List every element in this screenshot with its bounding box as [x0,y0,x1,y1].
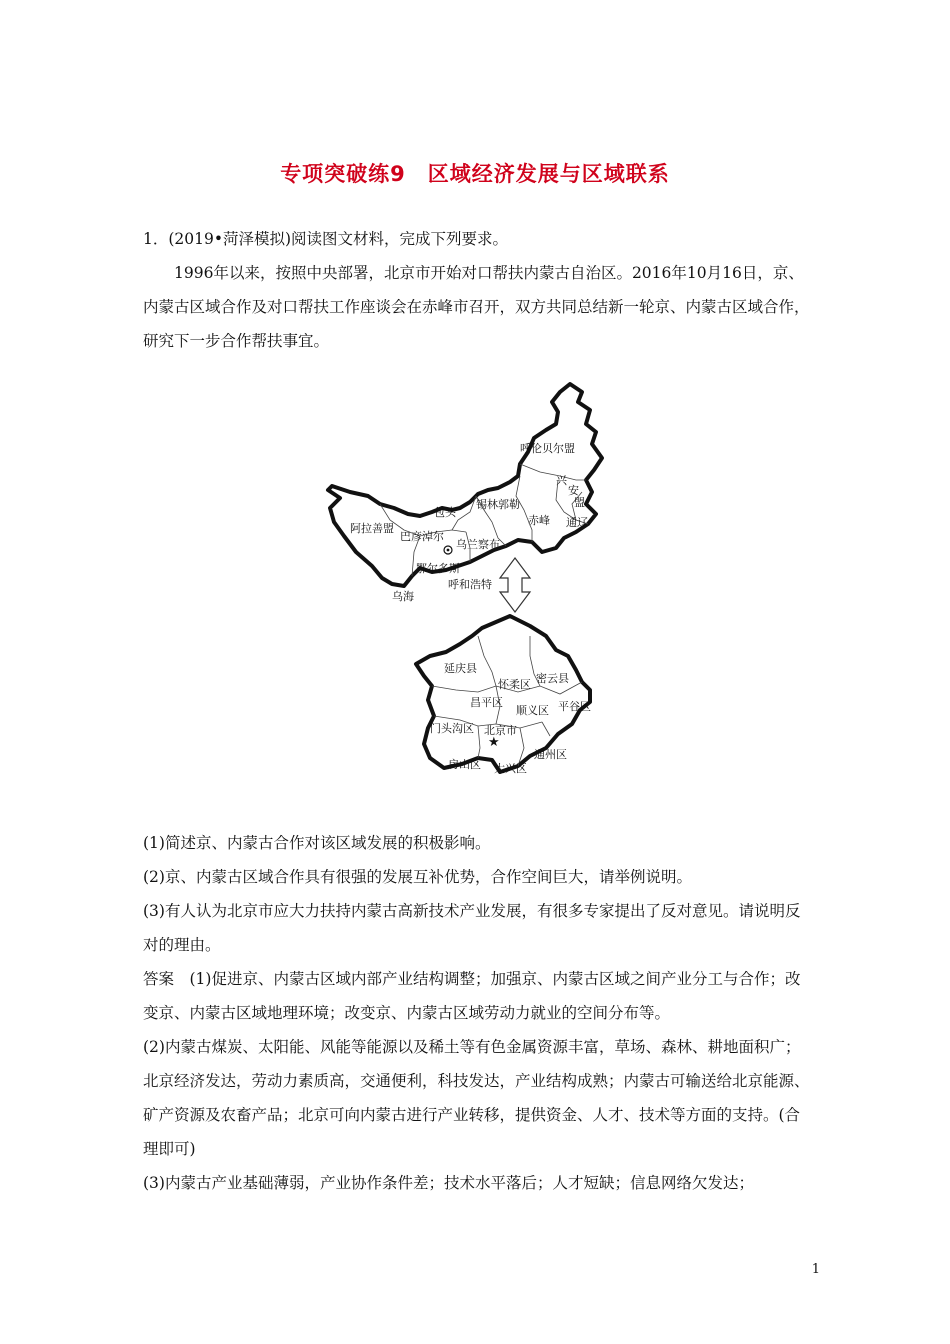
label-wuhai: 乌海 [392,590,414,603]
question-material: 1996年以来，按照中央部署，北京市开始对口帮扶内蒙古自治区。2016年10月16日，京、内蒙古区域合作及对口帮扶工作座谈会在赤峰市召开，双方共同总结新一轮京、内蒙古区域合作，研究下一步合作帮扶事宜。 [143,264,810,350]
label-beijing-city: 北京市 [484,724,517,737]
sub-question-3: (3)有人认为北京市应大力扶持内蒙古高新技术产业发展，有很多专家提出了反对意见。请说明反对的理由。 [143,902,801,954]
sub-question-1: (1)简述京、内蒙古合作对该区域发展的积极影响。 [143,834,491,852]
label-shunyi: 顺义区 [516,704,549,717]
label-tongliao: 通辽 [566,516,588,529]
label-yanqing: 延庆县 [444,662,477,675]
label-fangshan: 房山区 [448,758,481,771]
question-header: 1．(2019•菏泽模拟)阅读图文材料，完成下列要求。 [143,230,509,248]
label-huairou: 怀柔区 [498,678,531,691]
label-baotou: 包头 [434,506,456,519]
answer-2: (2)内蒙古煤炭、太阳能、风能等能源以及稀土等有色金属资源丰富，草场、森林、耕地面积广；北京经济发达，劳动力素质高，交通便利，科技发达，产业结构成熟；内蒙古可输送给北京能源、矿产资源及农畜产品；北京可向内蒙古进行产业转移，提供资金、人才、技术等方面的支持。(合理即可) [143,1038,810,1158]
label-hulunbuir: 呼伦贝尔盟 [520,442,575,455]
answer-1: 答案 (1)促进京、内蒙古区域内部产业结构调整；加强京、内蒙古区域之间产业分工与合作；改变京、内蒙古区域地理环境；改变京、内蒙古区域劳动力就业的空间分布等。 [143,970,801,1022]
label-tongzhou: 通州区 [534,748,567,761]
label-changping: 昌平区 [470,696,503,709]
label-ordos: 鄂尔多斯 [416,562,460,575]
label-bayannur: 巴彦淖尔 [400,530,444,543]
label-meng: 盟 [574,496,585,509]
label-xing: 兴 [556,474,567,487]
sub-question-2: (2)京、内蒙古区域合作具有很强的发展互补优势，合作空间巨大，请举例说明。 [143,868,692,886]
label-mentougou: 门头沟区 [430,722,474,735]
beijing-star: ★ [488,735,500,750]
label-alxa: 阿拉善盟 [350,522,394,535]
region-map [320,380,620,790]
label-miyun: 密云县 [536,672,569,685]
page-number: 1 [811,1262,820,1277]
label-an: 安 [568,484,579,497]
label-hohhot: 呼和浩特 [448,578,492,591]
label-ulanqab: 乌兰察布 [456,538,500,551]
label-daxing: 大兴区 [494,762,527,775]
capital-marker-dot [447,549,450,552]
answer-3: (3)内蒙古产业基础薄弱，产业协作条件差；技术水平落后；人才短缺；信息网络欠发达； [143,1174,754,1192]
page-title: 专项突破练9 区域经济发展与区域联系 [280,162,670,186]
double-arrow [500,558,530,612]
label-xilingol: 锡林郭勒 [476,498,520,511]
label-chifeng: 赤峰 [528,514,550,527]
label-pinggu: 平谷区 [558,700,591,713]
